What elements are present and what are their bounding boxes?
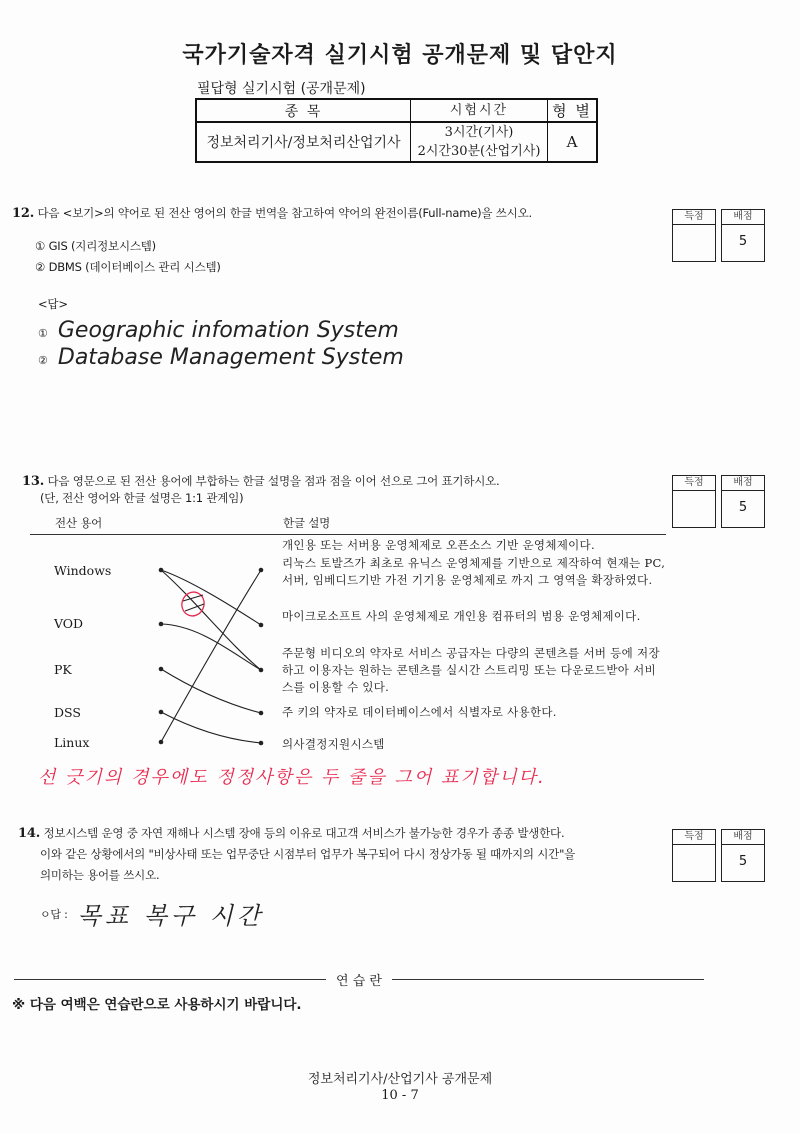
- col-subject-header: 종 목: [196, 99, 411, 122]
- question-prompt-line-2: 이와 같은 상황에서의 "비상사태 또는 업무중단 시점부터 업무가 복구되어 다시 정상가동 될 때까지의 시간"을: [40, 847, 576, 861]
- term-vod: VOD: [54, 616, 84, 631]
- term-pk: PK: [54, 662, 72, 677]
- answer-marker: ①: [38, 327, 48, 340]
- practice-note: ※ 다음 여백은 연습란으로 사용하시기 바랍니다.: [12, 997, 302, 1013]
- exam-subtitle: 필답형 실기시험 (공개문제): [197, 81, 366, 97]
- score-points-value: 5: [738, 234, 748, 249]
- time-line-1: 3시간(기사): [444, 125, 514, 140]
- col-type-header: 형 별: [548, 99, 598, 122]
- question-number: 14.: [18, 826, 41, 841]
- q12-item-2: ② DBMS (데이터베이스 관리 시스템): [35, 260, 221, 274]
- handwritten-answer: Geographic infomation System: [57, 318, 399, 343]
- col-header-terms: 전산 용어: [55, 516, 103, 530]
- time-line-2: 2시간30분(산업기사): [417, 144, 541, 159]
- question-prompt: 다음 영문으로 된 전산 용어에 부합하는 한글 설명을 점과 점을 이어 선으로 그어 표기하시오.: [47, 474, 500, 488]
- scorebox-q14: [672, 829, 765, 882]
- footer-title: 정보처리기사/산업기사 공개문제: [307, 1072, 493, 1087]
- col-header-descriptions: 한글 설명: [283, 516, 331, 530]
- score-points-value: 5: [738, 500, 748, 515]
- correction-note: 선 긋기의 경우에도 정정사항은 두 줄을 그어 표기합니다.: [38, 767, 546, 788]
- question-prompt-line-1: 정보시스템 운영 중 자연 재해나 시스템 장애 등의 이유로 대고객 서비스가 불가능한 경우가 종종 발생한다.: [43, 826, 565, 840]
- question-prompt-line-3: 의미하는 용어를 쓰시오.: [40, 868, 160, 882]
- correction-mark-icon: [179, 589, 208, 619]
- term-windows: Windows: [54, 563, 112, 578]
- term-linux: Linux: [54, 735, 90, 750]
- score-earned-label: 득점: [673, 210, 715, 225]
- answer-label: ㅇ답 :: [40, 907, 68, 921]
- page-title: 국가기술자격 실기시험 공개문제 및 답안지: [182, 42, 618, 68]
- drawn-lines: [161, 570, 261, 743]
- practice-divider: [14, 970, 704, 989]
- description-1: 개인용 또는 서버용 운영체제로 오픈소스 기반 운영체제이다.: [282, 538, 595, 552]
- description-4: 주문형 비디오의 약자로 서비스 공급자는 다량의 콘텐츠를 서버 등에 저장하고 이용자는 원하는 콘텐츠를 실시간 스트리밍 또는 다운로드받아 서비스를 이용할 수 있다.: [282, 646, 660, 694]
- type-cell: A: [548, 122, 598, 162]
- subject-cell: 정보처리기사/정보처리산업기사: [196, 122, 411, 162]
- question-note: (단, 전산 영어와 한글 설명은 1:1 관계임): [40, 491, 244, 505]
- score-points-box: [721, 829, 765, 882]
- divider-line-left: [14, 979, 326, 980]
- score-earned-label: 득점: [673, 476, 715, 491]
- description-6: 의사결정지원시스템: [282, 737, 385, 751]
- handwritten-answer: Database Management System: [57, 345, 404, 370]
- page-number: 10 - 7: [381, 1088, 419, 1103]
- handwritten-answer: 목표 복구 시간: [77, 902, 265, 930]
- score-points-label: 배점: [722, 476, 764, 491]
- divider-line-right: [392, 979, 704, 980]
- description-5: 주 키의 약자로 데이터베이스에서 식별자로 사용한다.: [282, 705, 557, 719]
- description-3: 마이크로소프트 사의 운영체제로 개인용 컴퓨터의 범용 운영체제이다.: [282, 609, 641, 623]
- score-points-value: 5: [738, 854, 748, 869]
- score-earned-label: 득점: [673, 830, 715, 845]
- question-number: 12.: [12, 206, 35, 221]
- score-points-label: 배점: [722, 210, 764, 225]
- answer-marker: ②: [38, 354, 48, 367]
- question-prompt: 다음 <보기>의 약어로 된 전산 영어의 한글 번역을 참고하여 약어의 완전이름(Full-name)을 쓰시오.: [37, 206, 532, 220]
- score-points-label: 배점: [722, 830, 764, 845]
- col-time-header: 시험시간: [411, 99, 548, 122]
- practice-label: 연 습 란: [336, 974, 382, 989]
- term-dss: DSS: [54, 705, 81, 720]
- description-2: 리눅스 토발즈가 최초로 유닉스 운영체제를 기반으로 제작하여 현재는 PC, 서버, 임베디드기반 가전 기기용 운영체제로 까지 그 영역을 확장하였다.: [282, 556, 666, 587]
- question-number: 13.: [22, 474, 45, 489]
- q14-answer[interactable]: [40, 896, 264, 931]
- q12-answer-label: <답>: [38, 297, 68, 311]
- question-14: [18, 823, 575, 886]
- score-earned-box[interactable]: [672, 829, 716, 882]
- q12-item-1: ① GIS (지리정보시스템): [35, 239, 156, 253]
